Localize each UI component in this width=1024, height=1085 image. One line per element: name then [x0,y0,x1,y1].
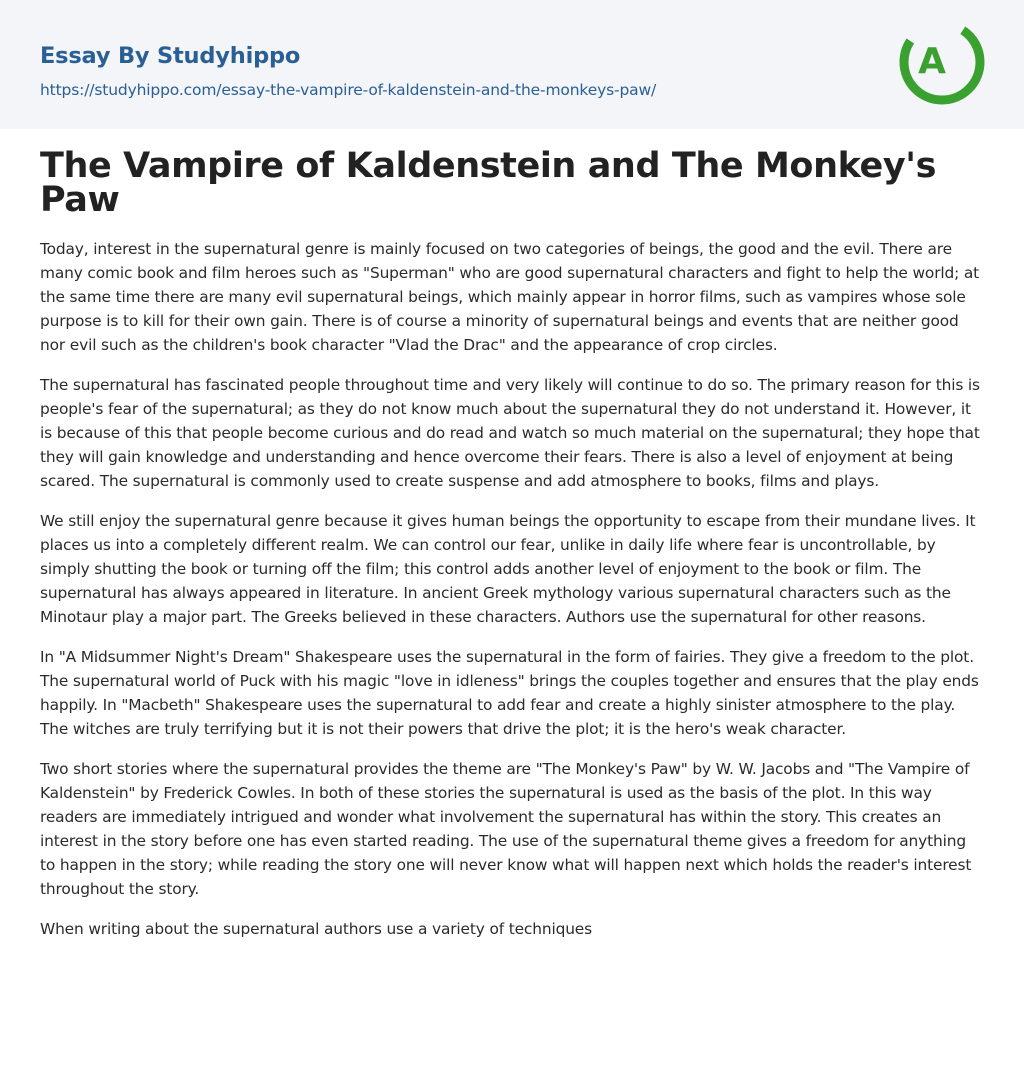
site-brand[interactable]: Essay By Studyhippo [40,43,301,69]
article-paragraph: When writing about the supernatural authors use a variety of techniques [40,920,592,938]
logo-letter: A [918,41,946,82]
article-body [0,129,1024,941]
article-paragraph: Today, interest in the supernatural genre is mainly focused on two categories of beings, the good and the evil. There are many comic book and film heroes such as "Superman" who are good supernatural characters and fight to help the world; at the same time there are many evil supernatural beings, which mainly appear in horror films, such as vampires whose sole purpose is to kill for their own gain. There is of course a minority of supernatural beings and events that are neither good nor evil such as the children's book character "Vlad the Drac" and the appearance of crop circles. [40,240,980,354]
essay-url-link[interactable]: https://studyhippo.com/essay-the-vampire-of-kaldenstein-and-the-monkeys-paw/ [40,81,657,99]
site-header [0,0,1024,129]
circle-arc-logo-icon[interactable] [899,19,985,105]
article-paragraph: Two short stories where the supernatural provides the theme are "The Monkey's Paw" by W. W. Jacobs and "The Vampire of Kaldenstein" by Frederick Cowles. In both of these stories the supernatural is used as the basis of the plot. In this way readers are immediately intrigued and wonder what involvement the supernatural has within the story. This creates an interest in the story before one has even started reading. The use of the supernatural theme gives a freedom for anything to happen in the story; while reading the story one will never know what will happen next which holds the reader's interest throughout the story. [40,760,972,898]
article-title: The Vampire of Kaldenstein and The Monkey's Paw [40,146,937,220]
article-paragraph: In "A Midsummer Night's Dream" Shakespeare uses the supernatural in the form of fairies. They give a freedom to the plot. The supernatural world of Puck with his magic "love in idleness" brings the couples together and ensures that the play ends happily. In "Macbeth" Shakespeare uses the supernatural to add fear and create a highly sinister atmosphere to the play. The witches are truly terrifying but it is not their powers that drive the plot; it is the hero's weak character. [40,648,979,738]
article-paragraph: The supernatural has fascinated people throughout time and very likely will continue to do so. The primary reason for this is people's fear of the supernatural; as they do not know much about the supernatural they do not understand it. However, it is because of this that people become curious and do read and watch so much material on the supernatural; they hope that they will gain knowledge and understanding and hence overcome their fears. There is also a level of enjoyment at being scared. The supernatural is commonly used to create suspense and add atmosphere to books, films and plays. [40,376,980,490]
article-paragraph: We still enjoy the supernatural genre because it gives human beings the opportunity to escape from their mundane lives. It places us into a completely different realm. We can control our fear, unlike in daily life where fear is uncontrollable, by simply shutting the book or turning off the film; this control adds another level of enjoyment to the book or film. The supernatural has always appeared in literature. In ancient Greek mythology various supernatural characters such as the Minotaur play a major part. The Greeks believed in these characters. Authors use the supernatural for other reasons. [40,512,976,626]
